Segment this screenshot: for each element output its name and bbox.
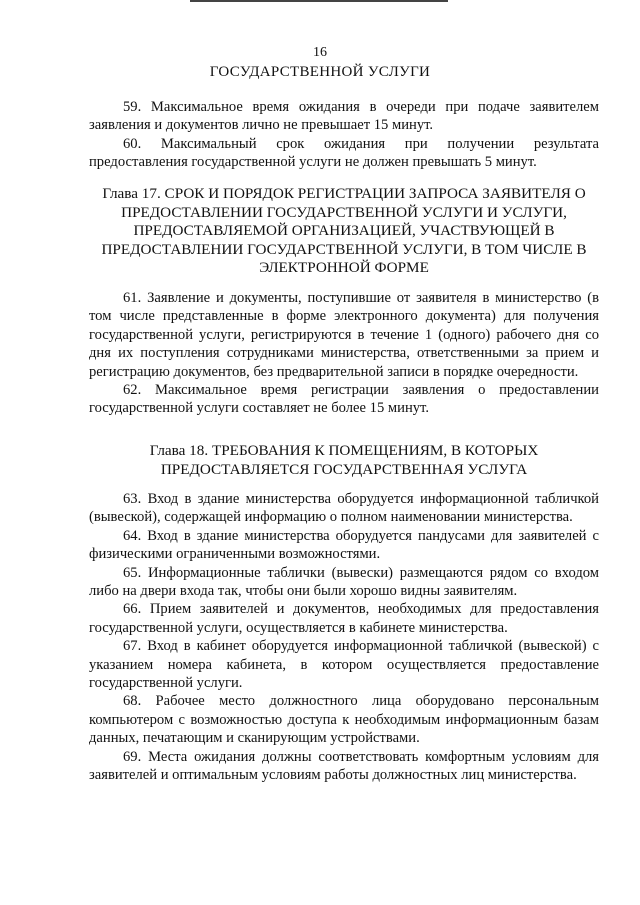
paragraph-block-59-60	[89, 98, 599, 172]
paragraph-62: 62. Максимальное время регистрации заявления о предоставлении государственной услуги составляет не более 15 минут.	[89, 382, 599, 417]
top-rule	[190, 0, 448, 2]
paragraph-59: 59. Максимальное время ожидания в очереди при подаче заявителем заявления и документов лично не превышает 15 минут.	[89, 99, 599, 134]
chapter-18-heading: Глава 18. ТРЕБОВАНИЯ К ПОМЕЩЕНИЯМ, В КОТОРЫХ ПРЕДОСТАВЛЯЕТСЯ ГОСУДАРСТВЕННАЯ УСЛУГА	[149, 442, 539, 478]
paragraph-61: 61. Заявление и документы, поступившие от заявителя в министерство (в том числе представленные в форме электронного документа) для получения государственной услуги, регистрируются в течение 1 (одного) рабочего дня со дня их поступления сотрудниками министерства, ответственными за прием и регистрацию документов, без предварительной записи в порядке очередности.	[89, 290, 599, 380]
paragraph-66: 66. Прием заявителей и документов, необходимых для предоставления государственной услуги, осуществляется в кабинете министерства.	[89, 601, 599, 636]
chapter-18-body	[89, 490, 599, 785]
paragraph-65: 65. Информационные таблички (вывески) размещаются рядом со входом либо на двери входа так, чтобы они были хорошо видны заявителям.	[89, 564, 599, 600]
paragraph-69: 69. Места ожидания должны соответствовать комфортным условиям для заявителей и оптимальным условиям работы должностных лиц министерства.	[89, 748, 599, 784]
chapter-17-body	[89, 289, 599, 418]
chapter-17-heading: Глава 17. СРОК И ПОРЯДОК РЕГИСТРАЦИИ ЗАПРОСА ЗАЯВИТЕЛЯ О ПРЕДОСТАВЛЕНИИ ГОСУДАРСТВЕННОЙ УСЛУГИ И УСЛУГИ, ПРЕДОСТАВЛЯЕМОЙ ОРГАНИЗАЦИЕЙ, УЧАСТВУЮЩЕЙ В ПРЕДОСТАВЛЕНИИ ГОСУДАРСТВЕННОЙ УСЛУГИ, В ТОМ ЧИСЛЕ В ЭЛЕКТРОННОЙ ФОРМЕ	[101, 185, 587, 277]
paragraph-64: 64. Вход в здание министерства оборудуется пандусами для заявителей с физическими ограниченными возможностями.	[89, 527, 599, 563]
paragraph-60: 60. Максимальный срок ожидания при получении результата предоставления государственной услуги не должен превышать 5 минут.	[89, 135, 599, 171]
continued-section-heading: ГОСУДАРСТВЕННОЙ УСЛУГИ	[209, 64, 431, 80]
paragraph-63: 63. Вход в здание министерства оборудуется информационной табличкой (вывеской), содержащей информацию о полном наименовании министерства.	[89, 491, 599, 526]
paragraph-68: 68. Рабочее место должностного лица оборудовано персональным компьютером с возможностью доступа к необходимым информационным базам данных, печатающим и сканирующим устройствами.	[89, 693, 599, 747]
page-number: 16	[313, 45, 327, 60]
paragraph-67: 67. Вход в кабинет оборудуется информационной табличкой (вывеской) с указанием номера кабинета, в котором осуществляется предоставление государственной услуги.	[89, 638, 599, 692]
